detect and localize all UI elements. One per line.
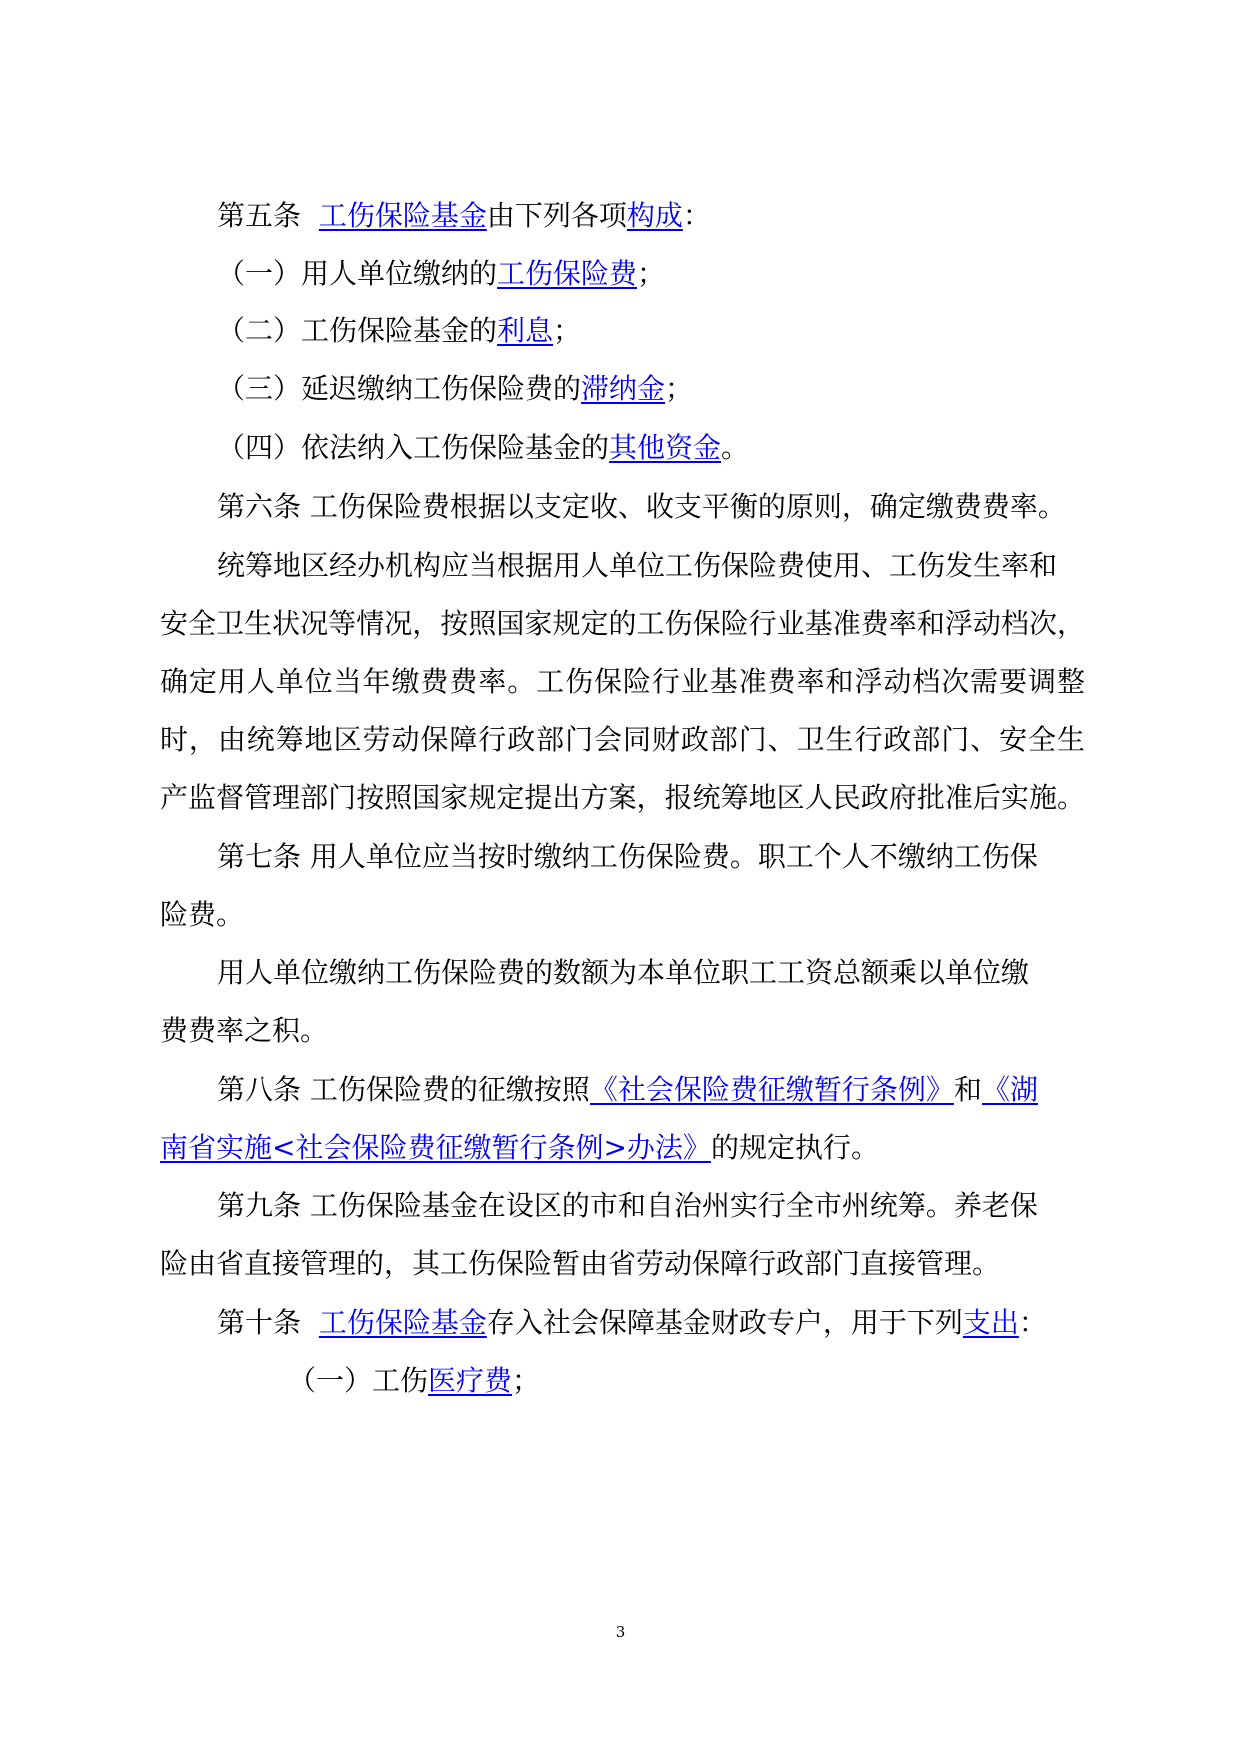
link-work-injury-fund-2[interactable]: 工伤保险基金	[318, 1306, 487, 1339]
article6-line1: 第六条 工伤保险费根据以支定收、收支平衡的原则，确定缴费费率。	[217, 490, 1066, 523]
article8-line2: 南省实施<社会保险费征缴暂行条例>办法》的规定执行。	[160, 1131, 879, 1164]
article10-label: 第十条	[217, 1306, 302, 1339]
link-work-injury-fund[interactable]: 工伤保险基金	[318, 199, 487, 232]
article10-item1: （一）工伤医疗费；	[288, 1364, 541, 1397]
page-number: 3	[615, 1623, 626, 1641]
article6-p2-line1: 统筹地区经办机构应当根据用人单位工伤保险费使用、工伤发生率和	[217, 549, 1058, 582]
article6-p2-line3: 确定用人单位当年缴费费率。工伤保险行业基准费率和浮动档次需要调整	[160, 665, 1085, 698]
article8-line1: 第八条 工伤保险费的征缴按照《社会保险费征缴暂行条例》和《湖	[217, 1073, 1038, 1106]
article6-p2-line2: 安全卫生状况等情况，按照国家规定的工伤保险行业基准费率和浮动档次，	[160, 607, 1085, 640]
article9-line1: 第九条 工伤保险基金在设区的市和自治州实行全市州统筹。养老保	[217, 1189, 1038, 1222]
article7-p2-line1: 用人单位缴纳工伤保险费的数额为本单位职工工资总额乘以单位缴	[217, 956, 1030, 989]
link-composition[interactable]: 构成	[626, 199, 683, 232]
article5-item2: （二）工伤保险基金的利息；	[217, 314, 582, 347]
article7-p1-line2: 险费。	[160, 898, 245, 931]
link-work-injury-premium[interactable]: 工伤保险费	[497, 257, 638, 290]
article5-heading: 第五条 工伤保险基金由下列各项构成：	[217, 199, 711, 232]
article5-item3: （三）延迟缴纳工伤保险费的滞纳金；	[217, 372, 694, 405]
article9-line2: 险由省直接管理的，其工伤保险暂由省劳动保障行政部门直接管理。	[160, 1247, 1001, 1280]
link-late-fee[interactable]: 滞纳金	[581, 372, 666, 405]
article10-heading: 第十条 工伤保险基金存入社会保障基金财政专户，用于下列支出：	[217, 1306, 1047, 1339]
article7-p2-line2: 费费率之积。	[160, 1014, 329, 1047]
link-other-funds[interactable]: 其他资金	[609, 431, 722, 464]
link-interest[interactable]: 利息	[497, 314, 554, 347]
article5-item1: （一）用人单位缴纳的工伤保险费；	[217, 257, 666, 290]
article7-p1-line1: 第七条 用人单位应当按时缴纳工伤保险费。职工个人不缴纳工伤保	[217, 840, 1038, 873]
article5-label: 第五条	[217, 199, 302, 232]
link-expenditure[interactable]: 支出	[962, 1306, 1019, 1339]
article5-item4: （四）依法纳入工伤保险基金的其他资金。	[217, 431, 750, 464]
article6-p2-line5: 产监督管理部门按照国家规定提出方案，报统筹地区人民政府批准后实施。	[160, 781, 1085, 814]
article6-p2-line4: 时，由统筹地区劳动保障行政部门会同财政部门、卫生行政部门、安全生	[160, 723, 1085, 756]
link-hunan-measures-part2[interactable]: 南省实施<社会保险费征缴暂行条例>办法》	[160, 1131, 711, 1164]
link-social-insurance-regulation[interactable]: 《社会保险费征缴暂行条例》	[589, 1073, 954, 1106]
link-medical-expenses[interactable]: 医疗费	[428, 1364, 513, 1397]
link-hunan-measures-part1[interactable]: 《湖	[981, 1073, 1038, 1106]
